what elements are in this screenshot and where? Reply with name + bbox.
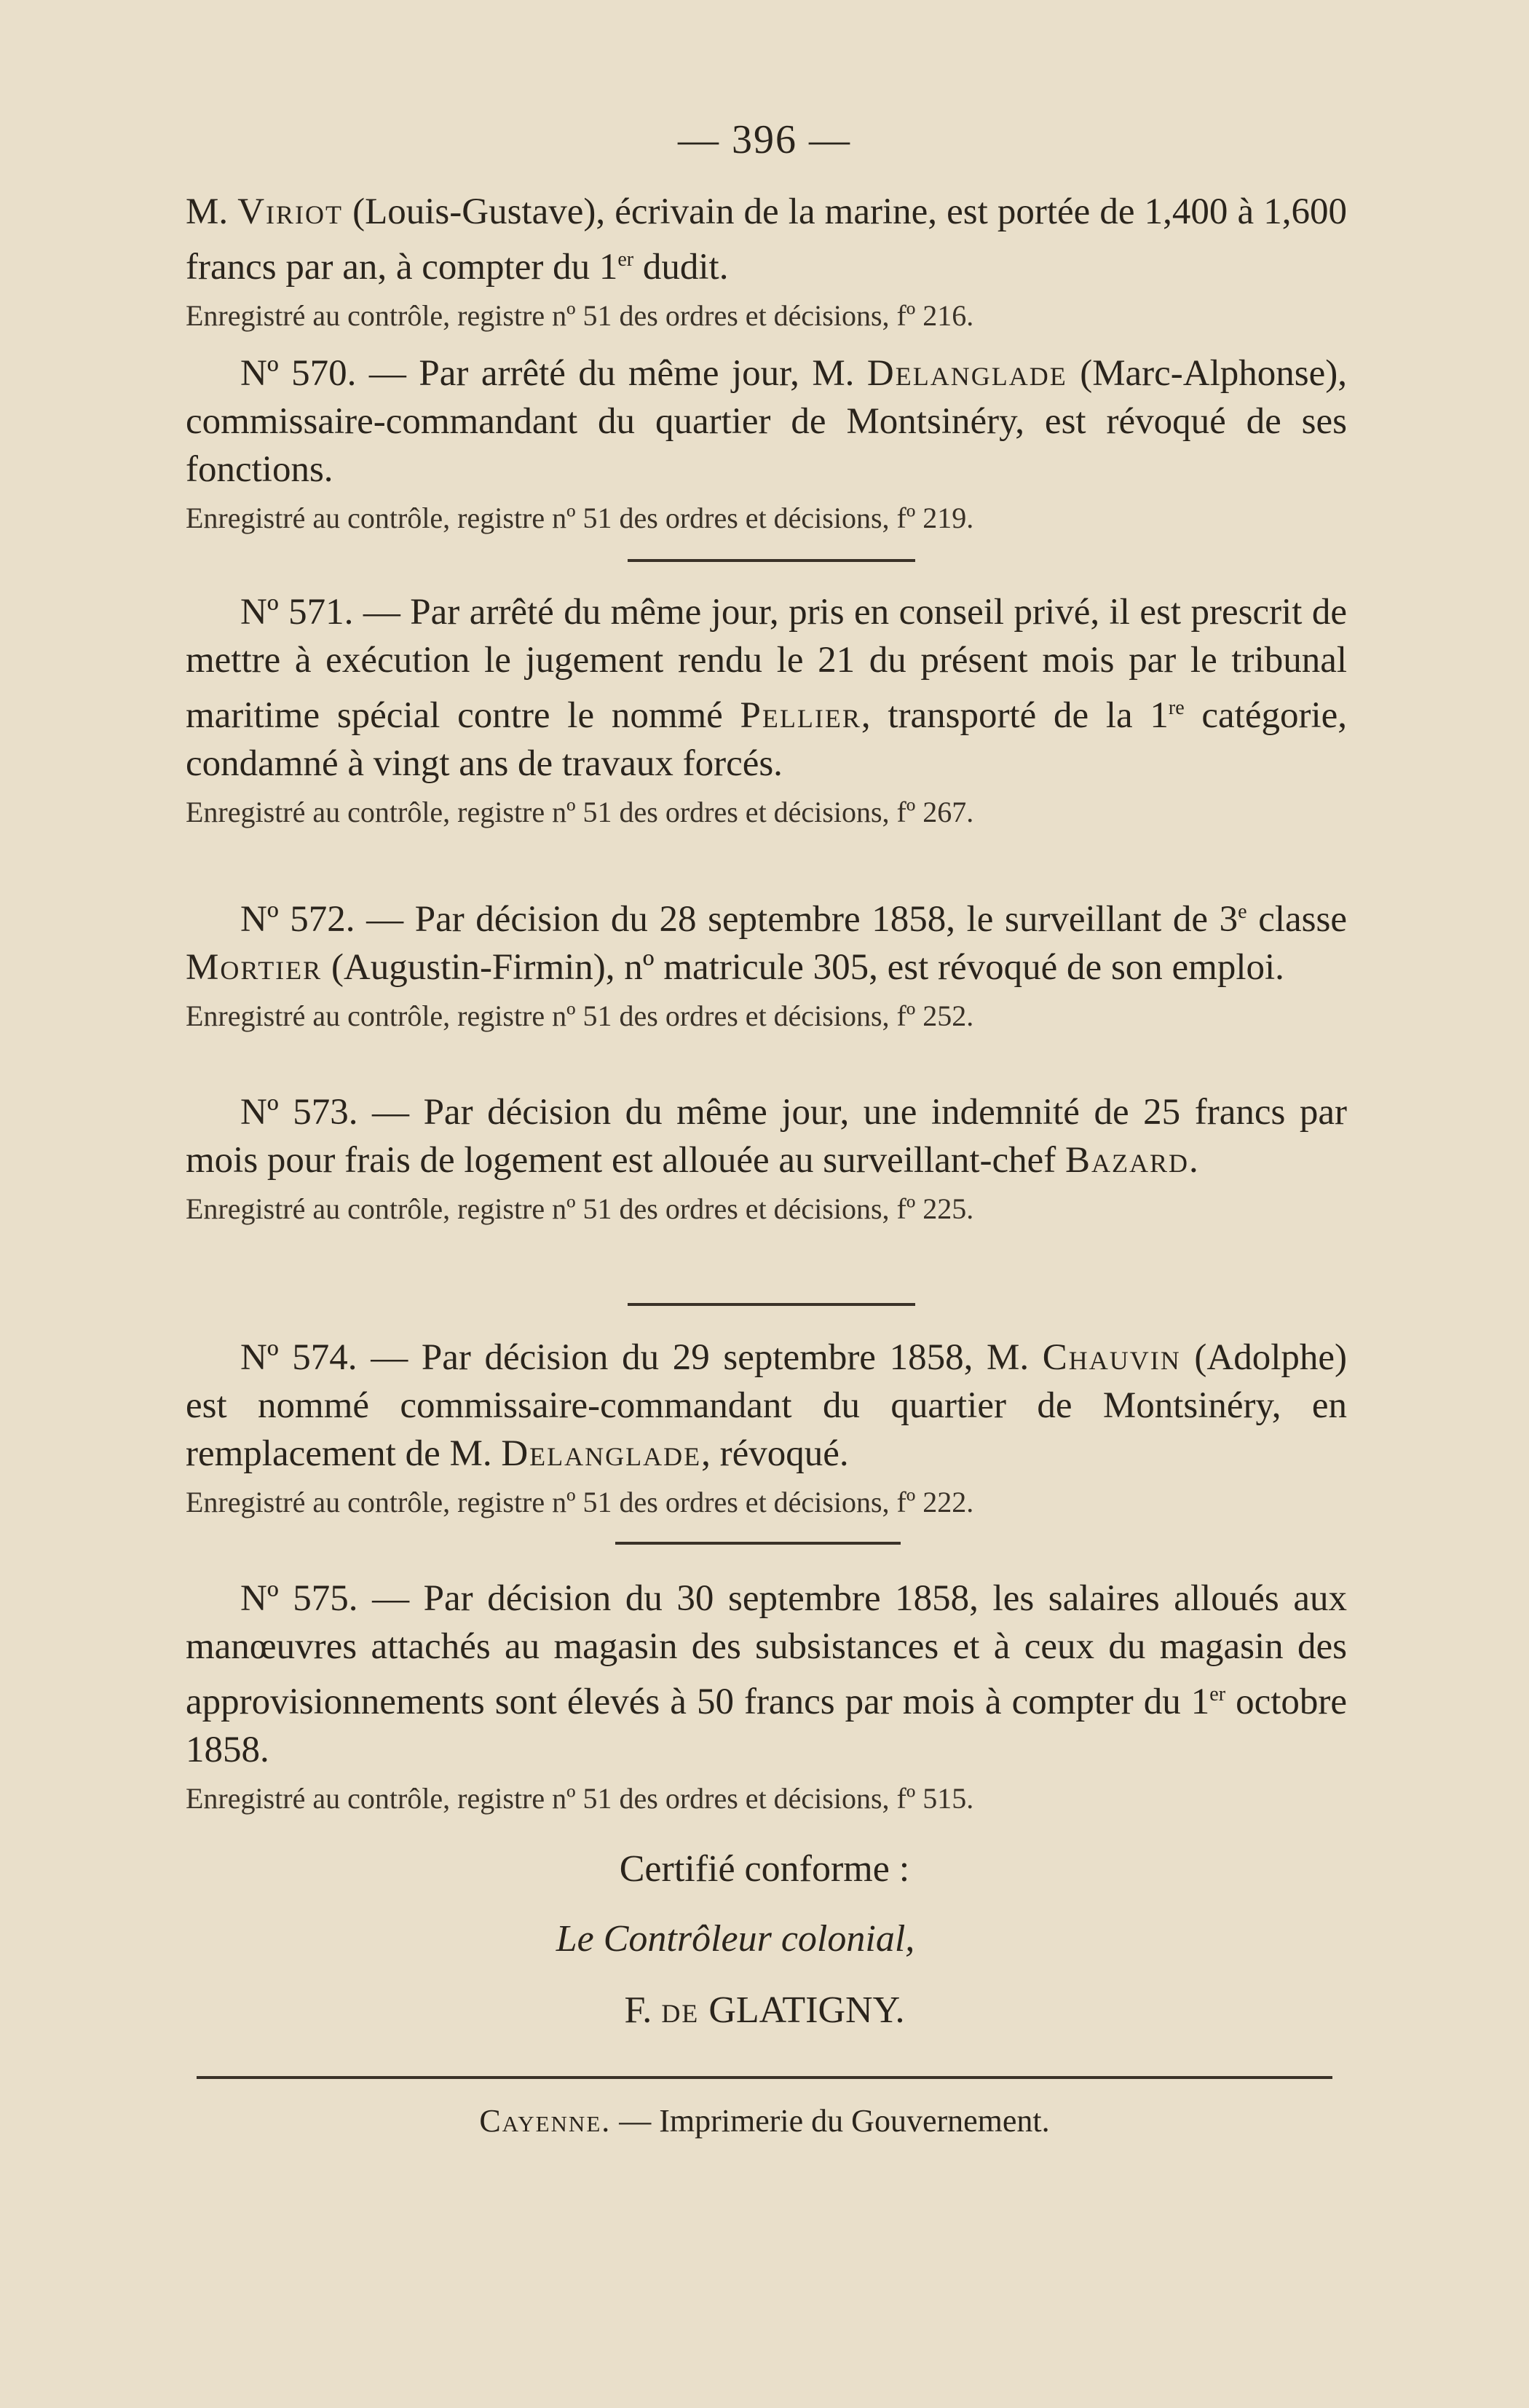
person-name: Delanglade xyxy=(501,1433,702,1474)
entry-text xyxy=(186,1334,1347,1478)
entry-text-run: (Marc-Alphonse), commissaire-commandant du quartier de Montsinéry, est révoqué de ses fonctions. xyxy=(186,353,1347,490)
imprint xyxy=(0,2102,1529,2139)
entry-text-run: , révoqué. xyxy=(701,1433,849,1474)
registration-note: Enregistré au contrôle, registre nº 51 des ordres et décisions, fº 225. xyxy=(186,1192,974,1225)
signature-name: GLATIGNY. xyxy=(699,1989,905,2031)
registration-note: Enregistré au contrôle, registre nº 51 des ordres et décisions, fº 267. xyxy=(186,796,974,828)
separator-rule xyxy=(615,1542,901,1545)
page-number: — 396 — xyxy=(678,117,851,162)
person-name: Bazard xyxy=(1065,1140,1190,1181)
entry-text xyxy=(186,588,1347,788)
entry-0 xyxy=(186,188,1347,336)
imprint-city: Cayenne. xyxy=(479,2103,612,2139)
separator-rule xyxy=(628,1303,915,1306)
separator-rule xyxy=(628,559,915,562)
person-name: Delanglade xyxy=(866,353,1067,394)
entry-text-run: Nº 571. — Par arrêté du même jour, pris en conseil privé, il est prescrit de mettre à exécution le jugement rendu le 21 du présent mois par le tribunal maritime spécial contre le nommé xyxy=(186,592,1347,736)
entry-574 xyxy=(186,1334,1347,1523)
registration-note: Enregistré au contrôle, registre nº 51 des ordres et décisions, fº 252. xyxy=(186,999,974,1032)
signature-particle: de xyxy=(661,1989,700,2031)
entry-text-run: octobre 1858. xyxy=(186,1682,1347,1770)
registration-note: Enregistré au contrôle, registre nº 51 des ordres et décisions, fº 216. xyxy=(186,299,974,332)
person-name: Mortier xyxy=(186,947,323,988)
entry-571 xyxy=(186,588,1347,833)
imprint-printer: — Imprimerie du Gouvernement. xyxy=(611,2103,1050,2139)
entry-text-run: (Augustin-Firmin), nº matricule 305, est révoqué de son emploi. xyxy=(322,947,1284,988)
ordinal-superscript: re xyxy=(1168,697,1185,719)
entry-text-run: M. xyxy=(186,191,238,232)
entry-572 xyxy=(186,888,1347,1037)
entry-text-run: dudit. xyxy=(633,247,729,288)
ordinal-superscript: er xyxy=(1209,1683,1226,1706)
entry-575 xyxy=(186,1575,1347,1819)
entry-573 xyxy=(186,1088,1347,1229)
ordinal-superscript: er xyxy=(617,248,634,271)
registration-note: Enregistré au contrôle, registre nº 51 des ordres et décisions, fº 515. xyxy=(186,1782,974,1815)
entry-text xyxy=(186,1088,1347,1184)
entry-text-run: Nº 572. — Par décision du 28 septembre 1858, le surveillant de 3 xyxy=(240,899,1238,940)
entry-text xyxy=(186,1575,1347,1774)
entry-text xyxy=(186,349,1347,494)
entry-text-run: , transporté de la 1 xyxy=(861,695,1169,736)
entry-text-run: Nº 575. — Par décision du 30 septembre 1858, les salaires alloués aux manœuvres attachés au magasin des subsistances et à ceux du magasin des approvisionnements sont élevés à 50 francs par mois à compter du 1 xyxy=(186,1578,1347,1722)
entry-text xyxy=(186,888,1347,991)
entry-text-run: catégorie, condamné à vingt ans de travaux forcés. xyxy=(186,695,1347,784)
entry-text-run: (Adolphe) est nommé commissaire-commandant du quartier de Montsinéry, en remplacement de M. xyxy=(186,1337,1348,1474)
entry-text-run: (Louis-Gustave), écrivain de la marine, est portée de 1,400 à 1,600 francs par an, à compter du 1 xyxy=(186,191,1347,288)
entry-text-run: Nº 570. — Par arrêté du même jour, M. xyxy=(240,353,867,394)
registration-note: Enregistré au contrôle, registre nº 51 des ordres et décisions, fº 222. xyxy=(186,1486,974,1518)
controller-title: Le Contrôleur colonial, xyxy=(556,1918,915,1960)
entry-text-run: . xyxy=(1189,1140,1198,1181)
person-name: Chauvin xyxy=(1042,1337,1181,1378)
person-name: Pellier xyxy=(740,695,861,736)
signature xyxy=(0,1989,1529,2032)
entry-text-run: Nº 573. — Par décision du même jour, une indemnité de 25 francs par mois pour frais de logement est allouée au surveillant-chef xyxy=(186,1092,1347,1181)
registration-note: Enregistré au contrôle, registre nº 51 des ordres et décisions, fº 219. xyxy=(186,502,974,534)
entry-text xyxy=(186,188,1347,291)
footer-rule xyxy=(197,2076,1332,2079)
person-name: Viriot xyxy=(237,191,344,232)
entry-570 xyxy=(186,349,1347,539)
entry-text-run: classe xyxy=(1246,899,1347,940)
certified-line: Certifié conforme : xyxy=(619,1848,910,1890)
signature-initial: F. xyxy=(624,1989,662,2031)
entry-text-run: Nº 574. — Par décision du 29 septembre 1858, M. xyxy=(240,1337,1043,1378)
ordinal-superscript: e xyxy=(1238,900,1247,923)
